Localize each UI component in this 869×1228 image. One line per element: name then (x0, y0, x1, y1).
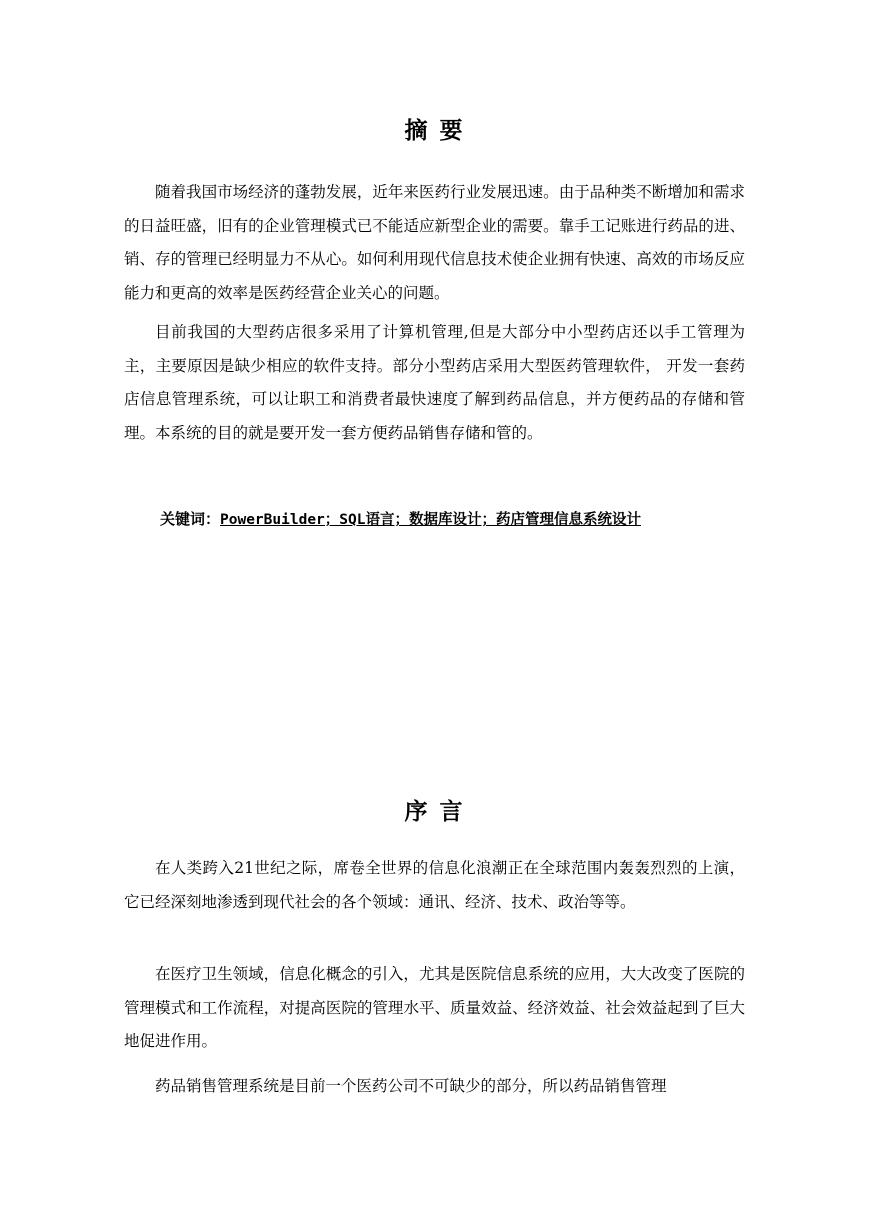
preface-paragraph-3: 药品销售管理系统是目前一个医药公司不可缺少的部分，所以药品销售管理 (155, 1077, 667, 1095)
preface-paragraph-1-block (124, 852, 745, 919)
keywords-list: PowerBuilder；SQL语言；数据库设计；药店管理信息系统设计 (220, 512, 641, 528)
abstract-paragraph-2: 目前我国的大型药店很多采用了计算机管理,但是大部分中小型药店还以手工管理为主，主要原因是缺少相应的软件支持。部分小型药店采用大型医药管理软件， 开发一套药店信息管理系统，可以让职工和消费者最快速度了解到药品信息，并方便药品的存储和管理。本系统的目的就是要开发一套方便药品销售存储和管的。 (124, 323, 745, 442)
keywords-label: 关键词： (160, 510, 221, 528)
abstract-paragraph-2-block (124, 316, 745, 450)
keywords-line (160, 508, 760, 529)
preface-paragraph-1: 在人类跨入21世纪之际，席卷全世界的信息化浪潮正在全球范围内轰轰烈烈的上演，它已经深刻地渗透到现代社会的各个领域：通讯、经济、技术、政治等等。 (124, 859, 745, 911)
abstract-title: 摘 要 (404, 118, 465, 144)
abstract-paragraph-1: 随着我国市场经济的蓬勃发展，近年来医药行业发展迅速。由于品种类不断增加和需求的日益旺盛，旧有的企业管理模式已不能适应新型企业的需要。靠手工记账进行药品的进、销、存的管理已经明显力不从心。如何利用现代信息技术使企业拥有快速、高效的市场反应能力和更高的效率是医药经营企业关心的问题。 (124, 183, 745, 302)
abstract-paragraph-1-block (124, 176, 745, 310)
preface-paragraph-2-block (124, 958, 745, 1059)
preface-paragraph-2: 在医疗卫生领域，信息化概念的引入，尤其是医院信息系统的应用，大大改变了医院的管理模式和工作流程，对提高医院的管理水平、质量效益、经济效益、社会效益起到了巨大地促进作用。 (124, 965, 745, 1051)
preface-title: 序 言 (404, 799, 465, 825)
preface-paragraph-3-block (124, 1070, 745, 1104)
